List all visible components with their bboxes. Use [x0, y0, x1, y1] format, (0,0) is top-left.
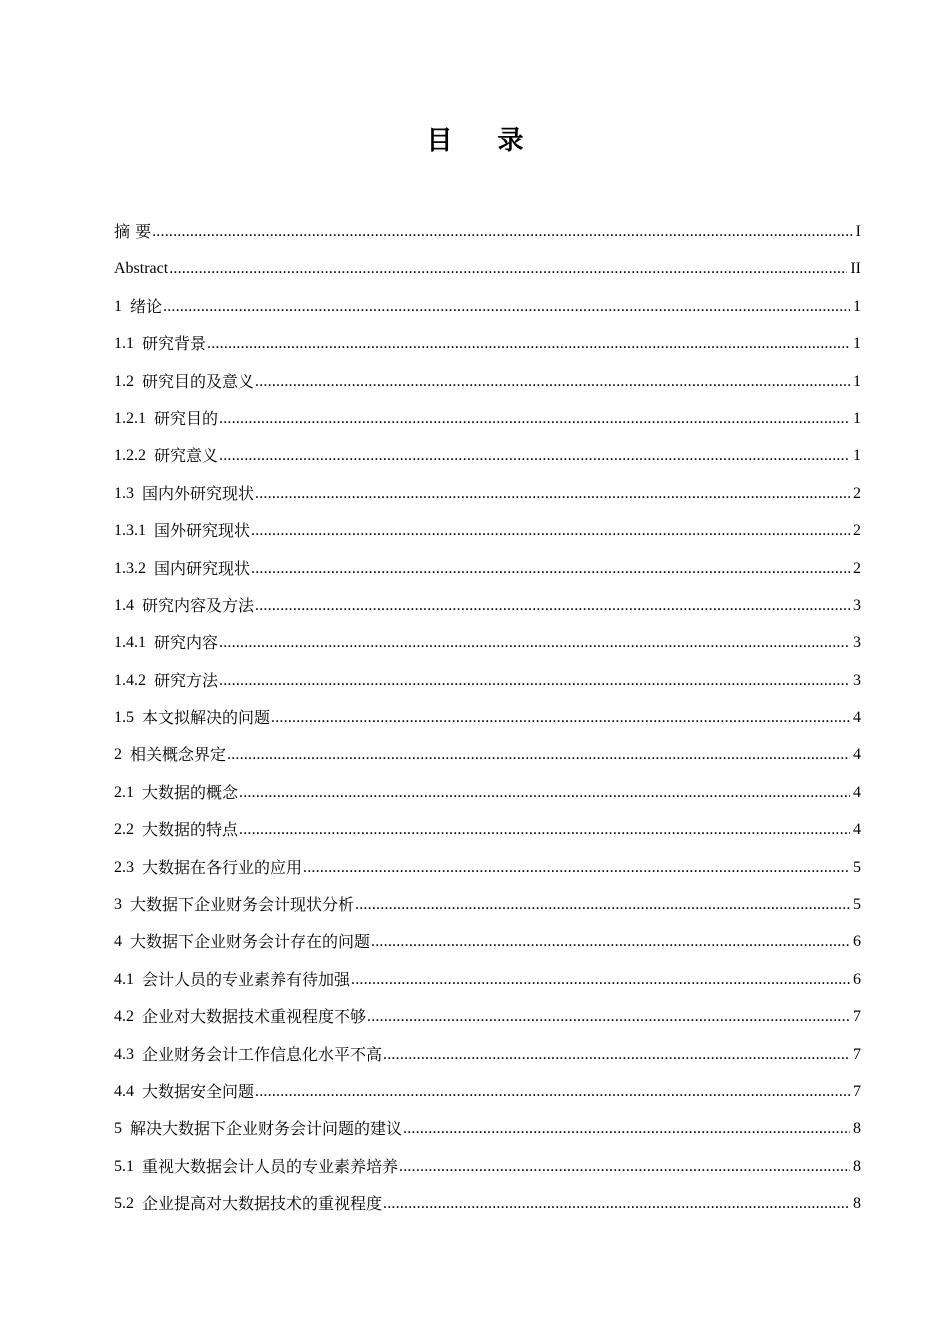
toc-entry-page-number: 4	[853, 746, 861, 764]
dot-leader	[163, 288, 850, 325]
toc-entry-number: 1.4.1	[114, 634, 146, 652]
toc-entry-page-number: 2	[853, 522, 861, 540]
toc-entry[interactable]	[114, 550, 861, 587]
dot-leader	[251, 550, 850, 587]
dot-leader	[169, 250, 847, 287]
dot-leader	[383, 1036, 850, 1073]
dot-leader	[207, 325, 850, 362]
toc-entry[interactable]	[114, 213, 861, 250]
toc-entry-page-number: 2	[853, 484, 861, 502]
toc-entry[interactable]	[114, 998, 861, 1035]
toc-entry[interactable]	[114, 400, 861, 437]
toc-entry-page-number: 3	[853, 671, 861, 689]
toc-entry-title: 国内研究现状	[154, 558, 251, 578]
toc-entry-title: 本文拟解决的问题	[142, 708, 271, 728]
toc-entry-title: 研究背景	[142, 334, 207, 354]
toc-entry-number: 3	[114, 896, 122, 914]
toc-entry-page-number: 1	[853, 335, 861, 353]
toc-entry-number: 1	[114, 297, 122, 315]
toc-entry-page-number: 7	[853, 1082, 861, 1100]
toc-entry[interactable]	[114, 587, 861, 624]
toc-entry-number: 1.4.2	[114, 671, 146, 689]
toc-entry-number: 1.2.1	[114, 409, 146, 427]
toc-entry-number: 2	[114, 746, 122, 764]
toc-entry[interactable]	[114, 1036, 861, 1073]
toc-entry-number: 1.1	[114, 335, 134, 353]
toc-entry-number: 2.3	[114, 858, 134, 876]
toc-entry-page-number: 1	[853, 409, 861, 427]
toc-entry-number: 4.4	[114, 1082, 134, 1100]
toc-entry-number: 4	[114, 933, 122, 951]
toc-entry-page-number: 3	[853, 634, 861, 652]
dot-leader	[351, 961, 850, 998]
toc-entry[interactable]	[114, 437, 861, 474]
toc-entry-number: 4.1	[114, 970, 134, 988]
toc-entry-title: 企业财务会计工作信息化水平不高	[142, 1044, 383, 1064]
toc-entry[interactable]	[114, 624, 861, 661]
dot-leader	[239, 774, 850, 811]
toc-entry-number: 1.5	[114, 709, 134, 727]
dot-leader	[152, 213, 853, 250]
toc-entry-page-number: 6	[853, 970, 861, 988]
toc-entry-number: 5	[114, 1120, 122, 1138]
toc-entry-page-number: 7	[853, 1045, 861, 1063]
toc-entry-number: 2.1	[114, 783, 134, 801]
toc-entry-title: 企业提高对大数据技术的重视程度	[142, 1194, 383, 1214]
toc-entry-title: 大数据的特点	[142, 820, 239, 840]
toc-entry-title: 大数据安全问题	[142, 1081, 255, 1101]
dot-leader	[227, 736, 850, 773]
dot-leader	[383, 1185, 850, 1222]
dot-leader	[219, 437, 850, 474]
toc-entry-title: 重视大数据会计人员的专业素养培养	[142, 1156, 399, 1176]
toc-entry-title: 大数据在各行业的应用	[142, 857, 303, 877]
dot-leader	[255, 1073, 850, 1110]
toc-entry-page-number: 5	[853, 858, 861, 876]
dot-leader	[255, 475, 850, 512]
toc-entry-page-number: 4	[853, 783, 861, 801]
toc-entry-number: 4.3	[114, 1045, 134, 1063]
toc-entry-page-number: 8	[853, 1157, 861, 1175]
toc-entry-number: 5.2	[114, 1195, 134, 1213]
toc-entry-title: 大数据的概念	[142, 782, 239, 802]
toc-entry-title: 相关概念界定	[130, 745, 227, 765]
toc-entry-number: 1.3.2	[114, 559, 146, 577]
toc-entry-title: 会计人员的专业素养有待加强	[142, 969, 351, 989]
dot-leader	[219, 662, 850, 699]
dot-leader	[271, 699, 850, 736]
toc-entry-number: 2.2	[114, 821, 134, 839]
dot-leader	[251, 512, 850, 549]
toc-entry[interactable]	[114, 849, 861, 886]
toc-entry-number: 1.3.1	[114, 522, 146, 540]
toc-entry[interactable]	[114, 1185, 861, 1222]
toc-entry[interactable]	[114, 512, 861, 549]
dot-leader	[255, 587, 850, 624]
toc-entry-page-number: 7	[853, 1008, 861, 1026]
dot-leader	[399, 1148, 850, 1185]
toc-entry[interactable]	[114, 923, 861, 960]
toc-entry[interactable]	[114, 774, 861, 811]
toc-entry-page-number: 8	[853, 1195, 861, 1213]
page-title: 目 录	[426, 126, 542, 156]
toc-entry-number: 1.2	[114, 372, 134, 390]
toc-entry-page-number: 3	[853, 596, 861, 614]
toc-entry-page-number: 2	[853, 559, 861, 577]
toc-entry[interactable]	[114, 886, 861, 923]
toc-entry[interactable]	[114, 325, 861, 362]
toc-entry-title: Abstract	[114, 260, 169, 278]
toc-entry-number: 1.4	[114, 596, 134, 614]
toc-entry[interactable]	[114, 475, 861, 512]
toc-entry[interactable]	[114, 662, 861, 699]
toc-entry[interactable]	[114, 811, 861, 848]
dot-leader	[403, 1110, 850, 1147]
toc-entry[interactable]	[114, 961, 861, 998]
toc-entry-page-number: 4	[853, 821, 861, 839]
toc-entry-number: 1.3	[114, 484, 134, 502]
dot-leader	[239, 811, 850, 848]
toc-entry[interactable]	[114, 1110, 861, 1147]
toc-entry[interactable]	[114, 736, 861, 773]
toc-entry-title: 国外研究现状	[154, 521, 251, 541]
dot-leader	[219, 400, 850, 437]
toc-entry-title: 研究目的	[154, 408, 219, 428]
toc-entry-page-number: I	[855, 222, 861, 240]
toc-entry-page-number: 6	[853, 933, 861, 951]
toc-entry-number: 1.2.2	[114, 447, 146, 465]
toc-entry-page-number: 8	[853, 1120, 861, 1138]
toc-entry-title: 研究目的及意义	[142, 371, 255, 391]
toc-entry[interactable]	[114, 363, 861, 400]
table-of-contents	[114, 213, 861, 1223]
toc-entry-page-number: II	[850, 260, 861, 278]
dot-leader	[303, 849, 850, 886]
dot-leader	[219, 624, 850, 661]
toc-entry[interactable]	[114, 250, 861, 287]
toc-entry-title: 研究意义	[154, 446, 219, 466]
dot-leader	[255, 363, 850, 400]
toc-entry-title: 大数据下企业财务会计现状分析	[130, 895, 355, 915]
toc-entry-title: 研究方法	[154, 670, 219, 690]
toc-entry[interactable]	[114, 288, 861, 325]
toc-entry-title: 解决大数据下企业财务会计问题的建议	[130, 1119, 403, 1139]
toc-entry[interactable]	[114, 1073, 861, 1110]
toc-entry-title: 摘 要	[114, 221, 152, 241]
dot-leader	[367, 998, 850, 1035]
toc-entry-page-number: 1	[853, 297, 861, 315]
toc-entry-number: 4.2	[114, 1008, 134, 1026]
toc-entry-title: 大数据下企业财务会计存在的问题	[130, 932, 371, 952]
toc-entry-title: 研究内容及方法	[142, 595, 255, 615]
toc-entry-page-number: 5	[853, 896, 861, 914]
toc-entry-title: 国内外研究现状	[142, 483, 255, 503]
dot-leader	[355, 886, 850, 923]
toc-entry-page-number: 4	[853, 709, 861, 727]
toc-entry-page-number: 1	[853, 447, 861, 465]
dot-leader	[371, 923, 850, 960]
toc-entry[interactable]	[114, 699, 861, 736]
toc-entry-page-number: 1	[853, 372, 861, 390]
toc-entry-title: 企业对大数据技术重视程度不够	[142, 1007, 367, 1027]
toc-entry[interactable]	[114, 1148, 861, 1185]
toc-entry-title: 绪论	[130, 296, 163, 316]
toc-entry-title: 研究内容	[154, 633, 219, 653]
toc-entry-number: 5.1	[114, 1157, 134, 1175]
